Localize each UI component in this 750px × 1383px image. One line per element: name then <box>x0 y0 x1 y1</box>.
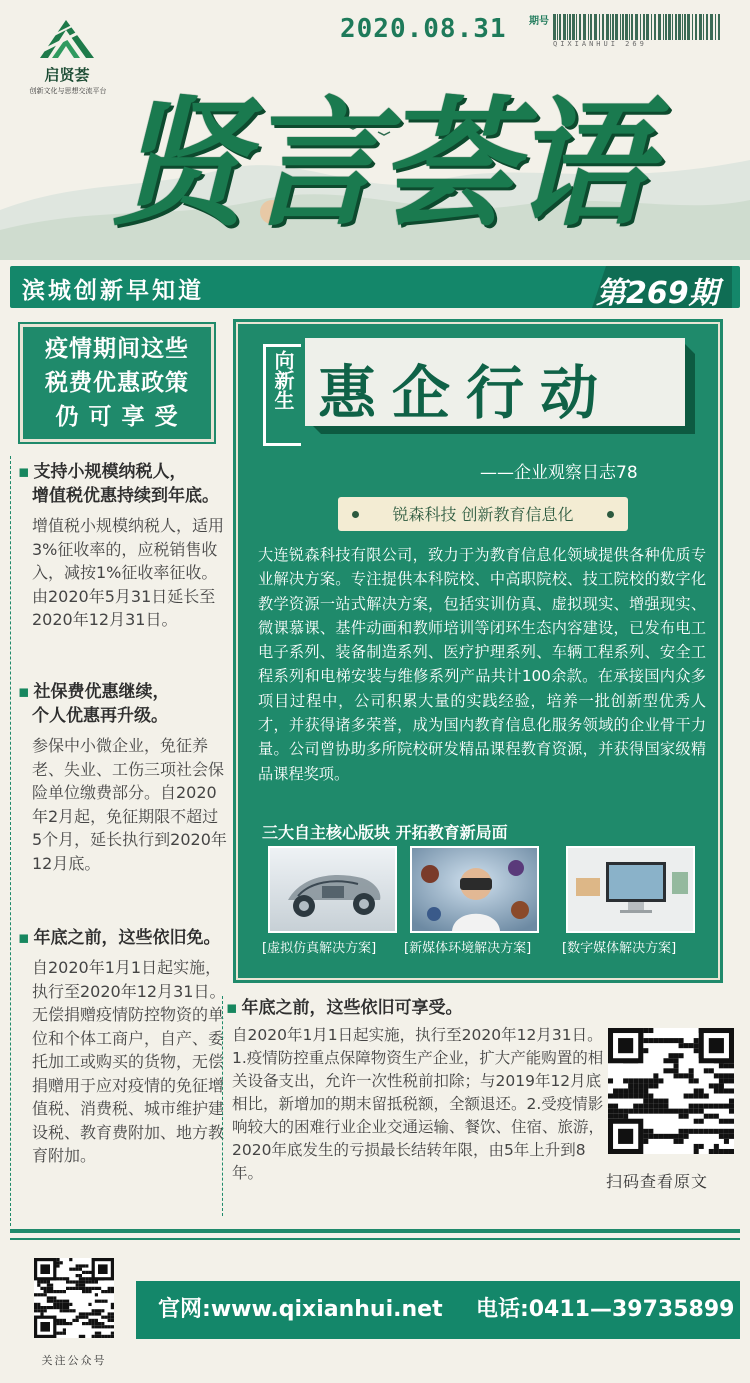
section-body: 参保中小微企业，免征养老、失业、工伤三项社会保险单位缴费部分。自2020年2月起，免征期限不超过5个月，延长执行到2020年12月底。 <box>32 736 227 873</box>
bullet-icon: ▪ <box>18 462 30 482</box>
scan-caption: 扫码查看原文 <box>606 1172 709 1191</box>
bottom-heading: ▪ 年底之前，这些依旧可享受。 <box>226 998 463 1018</box>
band-column-name: 滨城创新早知道 <box>22 278 204 304</box>
bullet-icon: ▪ <box>18 928 30 948</box>
site-label: 官网: <box>158 1297 211 1322</box>
section-heading: ▪ 年底之前，这些依旧免。 <box>18 928 221 948</box>
phone-number[interactable]: 0411—39735899 <box>528 1297 735 1322</box>
logo-slogan: 创新文化与思想交流平台 <box>29 87 107 95</box>
follow-caption: 关注公众号 <box>41 1354 107 1367</box>
brand-logo <box>22 14 112 98</box>
left-dashed-rule <box>10 456 11 1226</box>
section-heading: 个人优惠再升级。 <box>32 706 168 726</box>
vr-headset-kid-icon <box>410 846 539 933</box>
middle-dashed-rule <box>222 996 223 1216</box>
feature-big-label: 惠企行动 <box>318 359 615 427</box>
feature-body: 大连锐森科技有限公司，致力于为教育信息化领域提供各种优质专业解决方案。专注提供本科院校、中高职院校、技工院校的数字化教学资源一站式解决方案，包括实训仿真、虚拟现实、增强现实、微课慕课、基件动画和教师培训等闭环生态内容建设，已发布电工电子系列、装备制造系列、医疗护理系列、车辆工程系列、安全工程系列和电梯安装与维修系列产品共计100余款。在承接国内众多项目过程中，公司积累大量的实践经验，培养一批创新型优秀人才，并获得诸多荣誉，成为国内教育信息化服务领域的企业骨干力量。公司曾协助多所院校研发精品课程教育资源，并获得国家级精品课程奖项。 <box>258 546 706 783</box>
phone-label: 电话: <box>475 1297 529 1322</box>
left-title-line: 疫情期间这些 <box>45 336 189 362</box>
masthead-title: 贤言荟语 <box>110 84 647 244</box>
module-caption: [虚拟仿真解决方案] <box>262 941 377 956</box>
issue-date: 2020.08.31 <box>340 14 507 44</box>
site-link[interactable]: www.qixianhui.net <box>210 1297 443 1322</box>
section-body: 自2020年1月1日起实施，执行至2020年12月31日。无偿捐赠疫情防控物资的单位和个体工商户，自产、委托加工或购买的货物，无偿捐赠用于应对疫情的免征增值税、消费税、城市维护建设税、教育费附加、地方教育附加。 <box>32 958 226 1165</box>
section-heading: ▪ 支持小规模纳税人， <box>18 462 187 482</box>
car-engine-render-icon <box>268 846 397 933</box>
left-section-3 <box>18 926 228 1168</box>
section-heading: ▪ 社保费优惠继续， <box>18 682 170 702</box>
footer-rule <box>10 1238 740 1240</box>
wechat-qr-code-icon[interactable] <box>34 1258 114 1338</box>
footer-rule <box>10 1229 740 1233</box>
issue-number: 第269期 <box>596 276 719 311</box>
left-section-1 <box>18 460 228 632</box>
module-caption: [数字媒体解决方案] <box>562 941 677 956</box>
mountain-logo-icon <box>36 14 98 62</box>
bracket-label: 向新生 <box>271 350 295 410</box>
feature-pill-text: 锐森科技 创新教育信息化 <box>392 505 574 524</box>
monitor-screens-icon <box>566 846 695 933</box>
section-heading: 增值税优惠持续到年底。 <box>32 486 219 506</box>
bullet-icon: ▪ <box>18 682 30 702</box>
logo-name: 启贤荟 <box>44 66 90 84</box>
feature-subline: ——企业观察日志78 <box>480 463 638 483</box>
left-title <box>20 332 214 434</box>
module-caption: [新媒体环境解决方案] <box>404 941 532 956</box>
left-title-line: 仍 可 享 受 <box>55 404 179 430</box>
footer-contact <box>158 1292 734 1323</box>
qr-code-icon[interactable] <box>608 1028 734 1154</box>
barcode-icon <box>553 14 723 40</box>
issue-tag: 期号 <box>529 16 549 27</box>
bullet-icon: ▪ <box>226 998 238 1018</box>
section-body: 增值税小规模纳税人，适用3%征收率的，应税销售收入，减按1%征收率征收。由2020年5月31日延长至2020年12月31日。 <box>32 516 225 629</box>
modules-heading: 三大自主核心版块 开拓教育新局面 <box>262 823 508 842</box>
barcode-text: QIXIANHUI 269 <box>553 40 647 48</box>
left-section-2 <box>18 680 228 875</box>
left-title-line: 税费优惠政策 <box>45 370 189 396</box>
bottom-body: 自2020年1月1日起实施，执行至2020年12月31日。1.疫情防控重点保障物资生产企业，扩大产能购置的相关设备支出，允许一次性税前扣除；与2019年12月底相比，新增加的期末留抵税额，全额退还。2.受疫情影响较大的困难行业企业交通运输、餐饮、住宿、旅游，2020年底发生的亏损最长结转年限，由5年上升到8年。 <box>232 1026 605 1182</box>
